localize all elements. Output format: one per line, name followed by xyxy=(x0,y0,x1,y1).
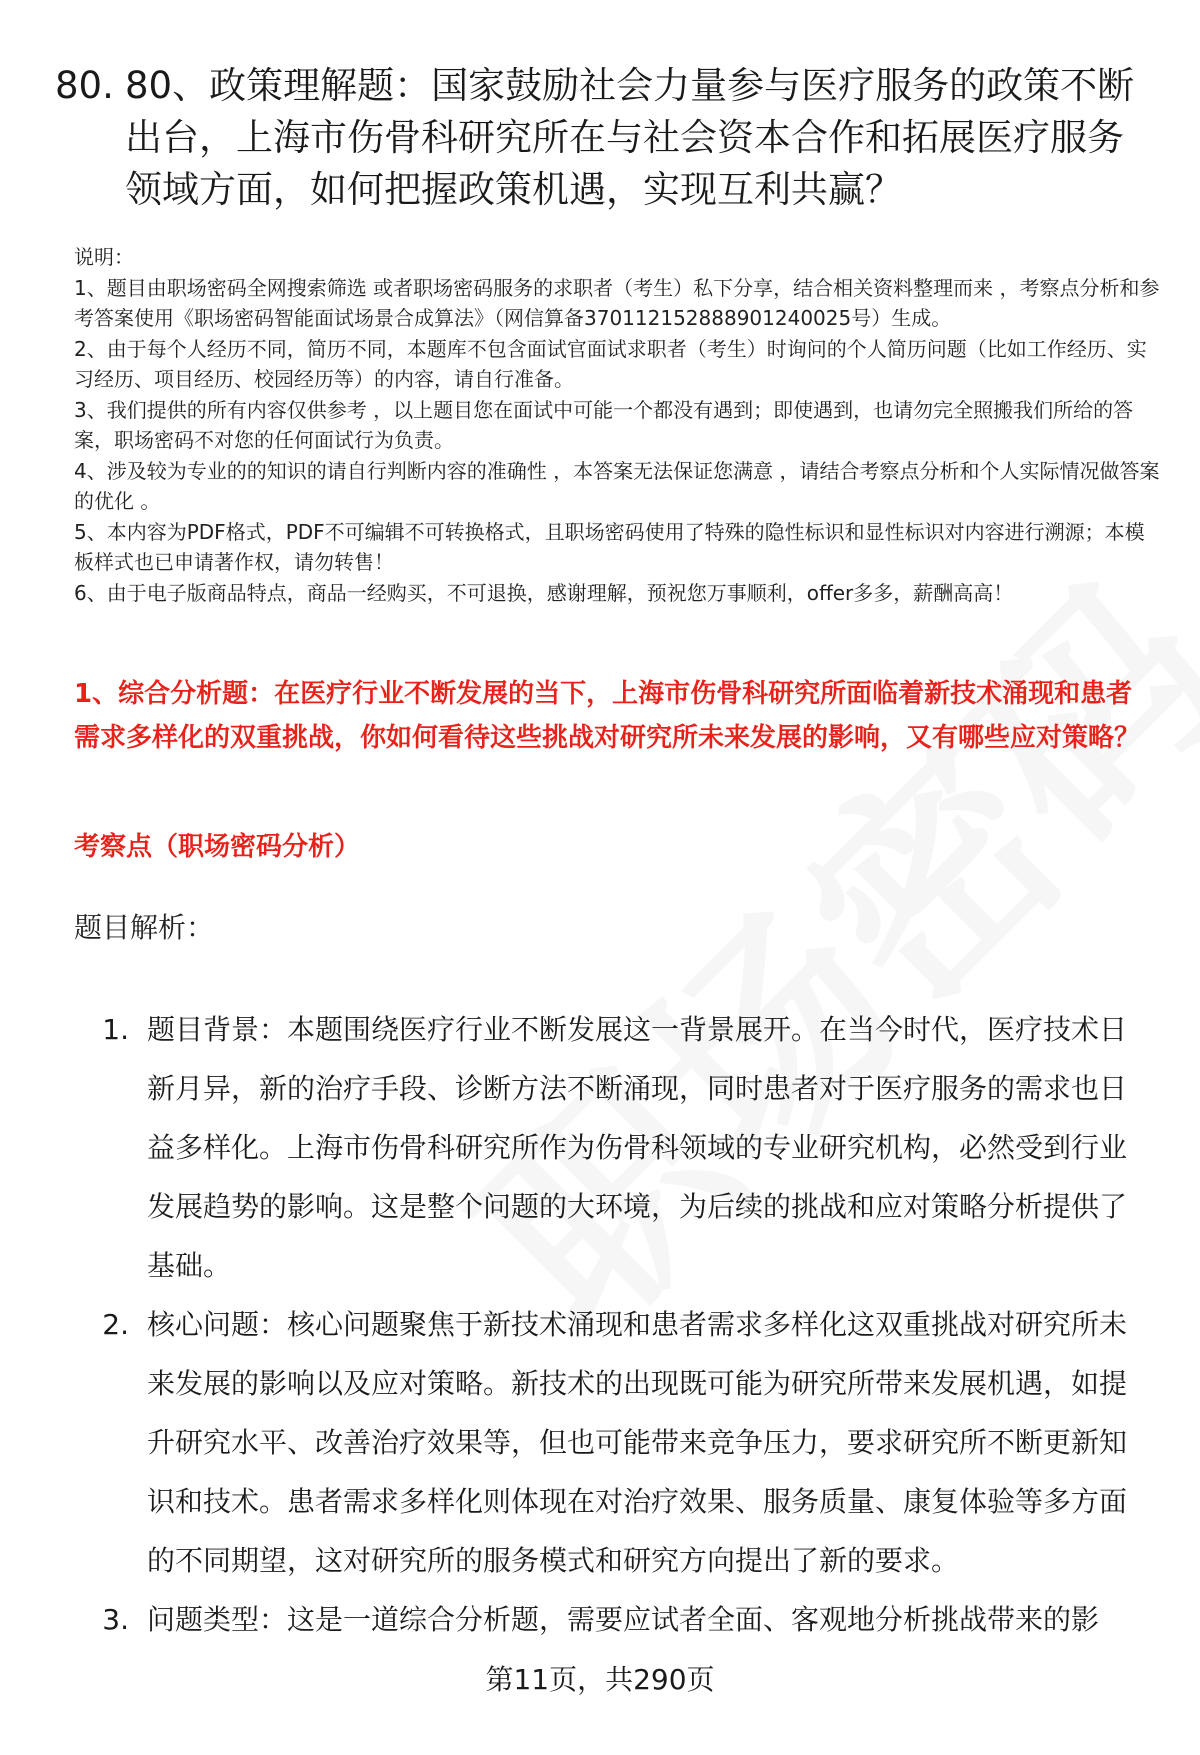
list-item-text: 题目背景：本题围绕医疗行业不断发展这一背景展开。在当今时代，医疗技术日新月异，新的治疗手段、诊断方法不断涌现，同时患者对于医疗服务的需求也日益多样化。上海市伤骨科研究所作为伤骨科领域的专业研究机构，必然受到行业发展趋势的影响。这是整个问题的大环境，为后续的挑战和应对策略分析提供了基础。 xyxy=(147,1013,1128,1282)
page-footer: 第11页，共290页 xyxy=(485,1663,715,1696)
list-item-text: 问题类型：这是一道综合分析题，需要应试者全面、客观地分析挑战带来的影 xyxy=(147,1603,1100,1636)
analysis-list xyxy=(74,1000,1149,1649)
list-item-number: 2. xyxy=(102,1308,129,1341)
list-item xyxy=(74,1000,1149,1295)
exam-point-heading: 考察点（职场密码分析） xyxy=(74,832,361,862)
note-item: 3、我们提供的所有内容仅供参考 ，以上题目您在面试中可能一个都没有遇到；即使遇到，也请勿完全照搬我们所给的答案，职场密码不对您的任何面试行为负责。 xyxy=(74,397,1134,452)
question-title xyxy=(55,60,1145,216)
notes-heading: 说明： xyxy=(74,245,134,269)
note-item: 5、本内容为PDF格式，PDF不可编辑不可转换格式，且职场密码使用了特殊的隐性标识和显性标识对内容进行溯源；本模板样式也已申请著作权，请勿转售！ xyxy=(74,519,1145,574)
note-item: 6、由于电子版商品特点，商品一经购买，不可退换，感谢理解，预祝您万事顺利，offer多多，薪酬高高！ xyxy=(74,580,1014,605)
question-text: 80、政策理解题：国家鼓励社会力量参与医疗服务的政策不断出台，上海市伤骨科研究所在与社会资本合作和拓展医疗服务领域方面，如何把握政策机遇，实现互利共赢？ xyxy=(125,64,1135,211)
list-item-number: 1. xyxy=(102,1013,129,1046)
sub-question: 1、综合分析题：在医疗行业不断发展的当下，上海市伤骨科研究所面临着新技术涌现和患者需求多样化的双重挑战，你如何看待这些挑战对研究所未来发展的影响，又有哪些应对策略？ xyxy=(74,679,1141,753)
list-item-number: 3. xyxy=(102,1603,129,1636)
notes-block xyxy=(74,242,1164,608)
parse-heading: 题目解析： xyxy=(74,911,215,944)
list-item xyxy=(74,1295,1149,1590)
list-item xyxy=(74,1590,1149,1649)
note-item: 1、题目由职场密码全网搜索筛选 或者职场密码服务的求职者（考生）私下分享，结合相关资料整理而来 ，考察点分析和参考答案使用《职场密码智能面试场景合成算法》（网信算备370112152888901240025号）生成。 xyxy=(74,275,1160,330)
list-item-text: 核心问题：核心问题聚焦于新技术涌现和患者需求多样化这双重挑战对研究所未来发展的影响以及应对策略。新技术的出现既可能为研究所带来发展机遇，如提升研究水平、改善治疗效果等，但也可能带来竞争压力，要求研究所不断更新知识和技术。患者需求多样化则体现在对治疗效果、服务质量、康复体验等多方面的不同期望，这对研究所的服务模式和研究方向提出了新的要求。 xyxy=(147,1308,1128,1577)
question-number: 80. xyxy=(55,64,114,107)
note-item: 4、涉及较为专业的的知识的请自行判断内容的准确性 ，本答案无法保证您满意 ，请结合考察点分析和个人实际情况做答案的优化 。 xyxy=(74,458,1160,513)
note-item: 2、由于每个人经历不同，简历不同，本题库不包含面试官面试求职者（考生）时询问的个人简历问题（比如工作经历、实习经历、项目经历、校园经历等）的内容，请自行准备。 xyxy=(74,336,1147,391)
